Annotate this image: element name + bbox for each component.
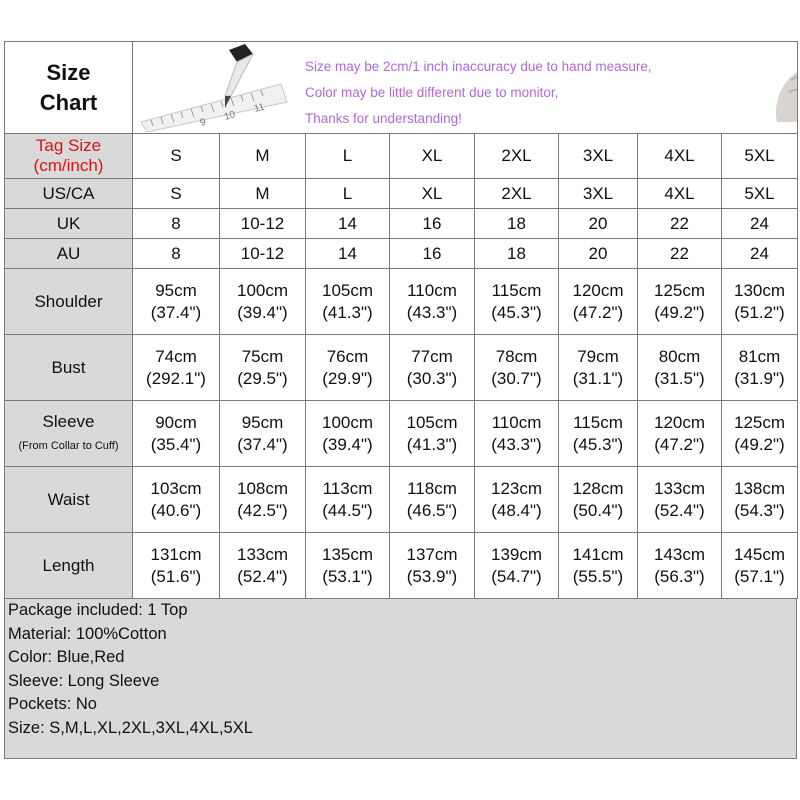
sleeve-cell	[133, 401, 220, 467]
au-cell: 22	[638, 239, 722, 269]
shoulder-cell	[638, 269, 722, 335]
inch-value: (52.4")	[237, 566, 288, 586]
inch-value: (45.3")	[572, 434, 624, 454]
cm-value: 113cm	[322, 478, 373, 498]
inch-value: (37.4")	[150, 302, 202, 322]
inch-value: (43.3")	[491, 434, 542, 454]
inch-value: (37.4")	[237, 434, 288, 454]
cm-value: 74cm	[155, 346, 197, 366]
length-cell	[220, 533, 306, 599]
shoulder-label: Shoulder	[5, 269, 133, 335]
bust-cell	[220, 335, 306, 401]
us-ca-cell: XL	[390, 179, 475, 209]
inch-value: (51.6")	[150, 566, 202, 586]
au-cell: 10-12	[220, 239, 306, 269]
cm-value: 135cm	[321, 544, 374, 564]
cm-value: 108cm	[236, 478, 289, 498]
waist-cell	[133, 467, 220, 533]
info-pockets: Pockets: No	[8, 695, 97, 714]
us-ca-cell: 5XL	[722, 179, 798, 209]
bust-cell	[559, 335, 638, 401]
cm-value: 95cm	[241, 412, 284, 432]
cm-value: 128cm	[572, 478, 624, 498]
length-cell	[133, 533, 220, 599]
inch-value: (40.6")	[150, 500, 202, 520]
cm-value: 90cm	[155, 412, 197, 432]
inch-value: (48.4")	[491, 500, 542, 520]
header-row	[5, 42, 798, 134]
tag-size-cell: 3XL	[559, 134, 638, 179]
shoulder-cell	[133, 269, 220, 335]
cm-value: 76cm	[326, 346, 369, 366]
cm-value: 118cm	[407, 478, 457, 498]
info-color: Color: Blue,Red	[8, 648, 125, 667]
title-line-2: Chart	[39, 89, 98, 115]
cm-value: 133cm	[653, 478, 706, 498]
shoulder-cell	[475, 269, 559, 335]
waist-cell	[475, 467, 559, 533]
au-cell: 24	[722, 239, 798, 269]
uk-cell: 18	[475, 209, 559, 239]
notes-banner	[133, 42, 798, 134]
cm-value: 137cm	[406, 544, 458, 564]
waist-cell	[722, 467, 798, 533]
cm-value: 138cm	[733, 478, 786, 498]
tag-size-label-line2: (cm/inch)	[33, 156, 104, 175]
us-ca-cell: 4XL	[638, 179, 722, 209]
inch-value: (39.4")	[322, 434, 373, 454]
inch-value: (56.3")	[654, 566, 705, 586]
bust-label: Bust	[5, 335, 133, 401]
waist-label: Waist	[5, 467, 133, 533]
inch-value: (42.5")	[237, 500, 288, 520]
uk-cell: 20	[559, 209, 638, 239]
cm-value: 125cm	[653, 280, 706, 300]
waist-cell	[220, 467, 306, 533]
tag-size-cell: L	[306, 134, 390, 179]
sleeve-cell	[559, 401, 638, 467]
info-sleeve: Sleeve: Long Sleeve	[8, 671, 160, 690]
uk-cell: 16	[390, 209, 475, 239]
inch-value: (46.5")	[406, 500, 458, 520]
length-label: Length	[5, 533, 133, 599]
cm-value: 131cm	[150, 544, 202, 564]
length-cell	[475, 533, 559, 599]
waist-cell	[390, 467, 475, 533]
uk-row	[5, 209, 798, 239]
cm-value: 79cm	[577, 346, 619, 366]
bust-cell	[133, 335, 220, 401]
tag-size-label-line1: Tag Size	[35, 136, 102, 155]
cm-value: 100cm	[321, 412, 374, 432]
inch-value: (54.7")	[491, 566, 542, 586]
inch-value: (47.2")	[654, 434, 705, 454]
tag-size-cell: 5XL	[722, 134, 798, 179]
inch-value: (50.4")	[572, 500, 624, 520]
au-row	[5, 239, 798, 269]
pen-ruler-illustration	[141, 44, 291, 132]
cm-value: 110cm	[407, 280, 457, 300]
cm-value: 81cm	[738, 346, 781, 366]
waist-cell	[559, 467, 638, 533]
note-line-2: Color may be little different due to monitor,	[305, 85, 559, 100]
cm-value: 105cm	[406, 412, 458, 432]
inch-value: (44.5")	[322, 500, 373, 520]
uk-label: UK	[5, 209, 133, 239]
measuring-tape-hand-illustration	[771, 52, 798, 122]
us-ca-cell: 2XL	[475, 179, 559, 209]
sleeve-cell	[390, 401, 475, 467]
sleeve-label	[5, 401, 133, 467]
uk-cell: 14	[306, 209, 390, 239]
waist-cell	[638, 467, 722, 533]
cm-value: 77cm	[411, 346, 453, 366]
length-cell	[722, 533, 798, 599]
inch-value: (35.4")	[150, 434, 202, 454]
cm-value: 95cm	[155, 280, 197, 300]
cm-value: 133cm	[236, 544, 289, 564]
cm-value: 115cm	[491, 280, 542, 300]
inch-value: (49.2")	[734, 434, 785, 454]
cm-value: 110cm	[491, 412, 542, 432]
length-cell	[559, 533, 638, 599]
inch-value: (51.2")	[734, 302, 785, 322]
note-line-1: Size may be 2cm/1 inch inaccuracy due to hand measure,	[305, 59, 652, 74]
us-ca-row	[5, 179, 798, 209]
cm-value: 78cm	[495, 346, 538, 366]
title-line-1: Size	[46, 59, 91, 85]
cm-value: 143cm	[653, 544, 706, 564]
shoulder-cell	[722, 269, 798, 335]
info-sizes: Size: S,M,L,XL,2XL,3XL,4XL,5XL	[8, 718, 253, 737]
cm-value: 130cm	[733, 280, 786, 300]
cm-value: 120cm	[653, 412, 706, 432]
inch-value: (52.4")	[654, 500, 705, 520]
ruler-mark-11: 11	[252, 101, 266, 115]
sleeve-label-text: Sleeve	[42, 411, 95, 431]
inch-value: (39.4")	[237, 302, 288, 322]
cm-value: 80cm	[658, 346, 701, 366]
tag-size-row	[5, 134, 798, 179]
inch-value: (30.7")	[491, 368, 542, 388]
shoulder-cell	[220, 269, 306, 335]
bust-row	[5, 335, 798, 401]
uk-cell: 22	[638, 209, 722, 239]
inch-value: (31.1")	[572, 368, 624, 388]
waist-row	[5, 467, 798, 533]
sleeve-cell	[220, 401, 306, 467]
bust-cell	[390, 335, 475, 401]
au-cell: 18	[475, 239, 559, 269]
uk-cell: 10-12	[220, 209, 306, 239]
uk-cell: 24	[722, 209, 798, 239]
tag-size-cell: S	[133, 134, 220, 179]
inch-value: (31.9")	[734, 368, 785, 388]
us-ca-cell: L	[306, 179, 390, 209]
bust-cell	[306, 335, 390, 401]
cm-value: 105cm	[321, 280, 374, 300]
inch-value: (41.3")	[406, 434, 458, 454]
cm-value: 75cm	[241, 346, 284, 366]
cm-value: 123cm	[490, 478, 543, 498]
cm-value: 141cm	[572, 544, 624, 564]
au-label: AU	[5, 239, 133, 269]
inch-value: (41.3")	[322, 302, 373, 322]
bust-cell	[638, 335, 722, 401]
sleeve-row	[5, 401, 798, 467]
au-cell: 8	[133, 239, 220, 269]
inch-value: (43.3")	[406, 302, 458, 322]
chart-title	[5, 42, 133, 134]
cm-value: 115cm	[573, 412, 623, 432]
inch-value: (30.3")	[406, 368, 458, 388]
au-cell: 16	[390, 239, 475, 269]
cm-value: 103cm	[150, 478, 202, 498]
sleeve-sublabel: (From Collar to Cuff)	[18, 439, 119, 452]
inch-value: (292.1")	[146, 368, 206, 388]
sleeve-cell	[722, 401, 798, 467]
notes-text	[305, 54, 652, 132]
sleeve-cell	[475, 401, 559, 467]
info-material: Material: 100%Cotton	[8, 624, 167, 643]
uk-cell: 8	[133, 209, 220, 239]
tag-size-cell: M	[220, 134, 306, 179]
tag-size-cell: 2XL	[475, 134, 559, 179]
shoulder-cell	[559, 269, 638, 335]
shoulder-row	[5, 269, 798, 335]
sleeve-cell	[306, 401, 390, 467]
info-package: Package included: 1 Top	[8, 601, 188, 619]
product-info-box	[4, 599, 797, 759]
au-cell: 14	[306, 239, 390, 269]
length-cell	[390, 533, 475, 599]
cm-value: 120cm	[572, 280, 624, 300]
shoulder-cell	[306, 269, 390, 335]
length-cell	[638, 533, 722, 599]
inch-value: (55.5")	[572, 566, 624, 586]
us-ca-cell: S	[133, 179, 220, 209]
length-row	[5, 533, 798, 599]
us-ca-cell: 3XL	[559, 179, 638, 209]
bust-cell	[475, 335, 559, 401]
us-ca-cell: M	[220, 179, 306, 209]
inch-value: (53.1")	[322, 566, 373, 586]
inch-value: (47.2")	[572, 302, 624, 322]
size-table	[4, 41, 798, 599]
us-ca-label: US/CA	[5, 179, 133, 209]
note-line-3: Thanks for understanding!	[305, 111, 462, 126]
length-cell	[306, 533, 390, 599]
inch-value: (45.3")	[491, 302, 542, 322]
tag-size-cell: 4XL	[638, 134, 722, 179]
inch-value: (29.9")	[322, 368, 373, 388]
inch-value: (54.3")	[734, 500, 785, 520]
cm-value: 139cm	[490, 544, 543, 564]
size-chart	[4, 41, 797, 749]
ruler-mark-10: 10	[222, 109, 237, 123]
au-cell: 20	[559, 239, 638, 269]
cm-value: 145cm	[733, 544, 786, 564]
inch-value: (53.9")	[406, 566, 458, 586]
cm-value: 100cm	[236, 280, 289, 300]
inch-value: (29.5")	[237, 368, 288, 388]
tag-size-cell: XL	[390, 134, 475, 179]
sleeve-cell	[638, 401, 722, 467]
inch-value: (31.5")	[654, 368, 705, 388]
tag-size-label	[5, 134, 133, 179]
waist-cell	[306, 467, 390, 533]
cm-value: 125cm	[733, 412, 786, 432]
bust-cell	[722, 335, 798, 401]
inch-value: (49.2")	[654, 302, 705, 322]
inch-value: (57.1")	[734, 566, 785, 586]
ruler-mark-9: 9	[198, 116, 208, 129]
shoulder-cell	[390, 269, 475, 335]
